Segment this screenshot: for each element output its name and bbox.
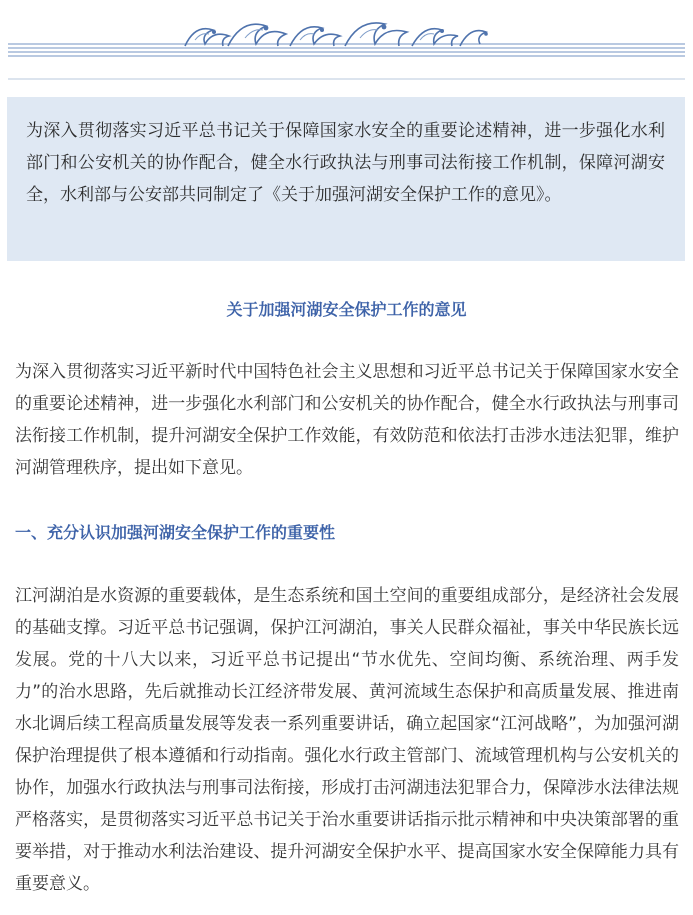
section-1-paragraph: 江河湖泊是水资源的重要载体，是生态系统和国土空间的重要组成部分，是经济社会发展的基础支撑。习近平总书记强调，保护江河湖泊，事关人民群众福祉，事关中华民族长远发展。党的十八大以来，习近平总书记提出“节水优先、空间均衡、系统治理、两手发力”的治水思路，先后就推动长江经济带发展、黄河流域生态保护和高质量发展、推进南水北调后续工程高质量发展等发表一系列重要讲话，确立起国家“江河战略”，为加强河湖保护治理提供了根本遵循和行动指南。强化水行政主管部门、流域管理机构与公安机关的协作，加强水行政执法与刑事司法衔接，形成打击河湖违法犯罪合力，保障涉水法律法规严格落实，是贯彻落实习近平总书记关于治水重要讲话指示批示精神和中央决策部署的重要举措，对于推动水利法治建设、提升河湖安全保护水平、提高国家水安全保障能力具有重要意义。 xyxy=(15,586,679,894)
wave-ornament-icon xyxy=(0,0,693,80)
document-title: 关于加强河湖安全保护工作的意见 xyxy=(226,300,467,319)
intro-text: 为深入贯彻落实习近平总书记关于保障国家水安全的重要论述精神，进一步强化水利部门和公安机关的协作配合，健全水行政执法与刑事司法衔接工作机制，保障河湖安全，水利部与公安部共同制定了《关于加强河湖安全保护工作的意见》。 xyxy=(26,121,665,205)
preamble-paragraph: 为深入贯彻落实习近平新时代中国特色社会主义思想和习近平总书记关于保障国家水安全的重要论述精神，进一步强化水利部门和公安机关的协作配合，健全水行政执法与刑事司法衔接工作机制，提升河湖安全保护工作效能，有效防范和依法打击涉水违法犯罪，维护河湖管理秩序，提出如下意见。 xyxy=(15,362,679,478)
wave-banner xyxy=(0,0,693,80)
intro-summary-box xyxy=(7,97,685,261)
section-heading-1: 一、充分认识加强河湖安全保护工作的重要性 xyxy=(15,523,336,542)
